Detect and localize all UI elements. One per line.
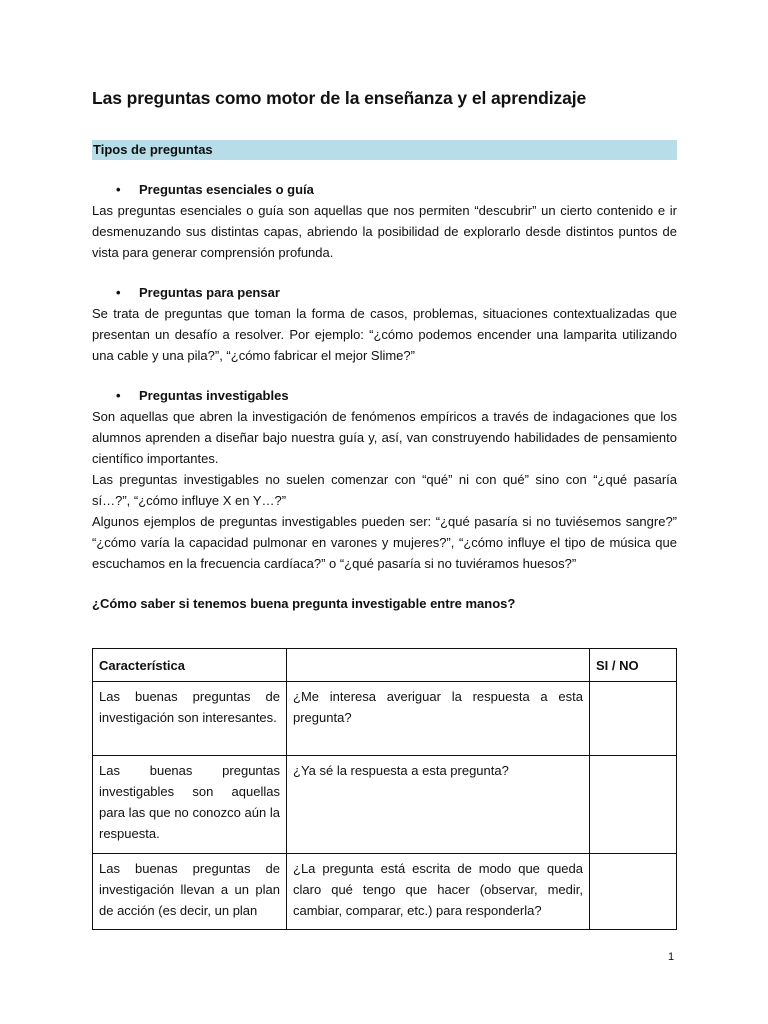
type-heading-think: • Preguntas para pensar <box>92 283 677 303</box>
cell-question: ¿Me interesa averiguar la respuesta a esta pregunta? <box>287 682 590 756</box>
cell-answer[interactable] <box>590 854 677 930</box>
paragraph-essential: Las preguntas esenciales o guía son aquellas que nos permiten “descubrir” un cierto contenido e ir desmenuzando sus distintas capas, abriendo la posibilidad de explorarlo desde distintos puntos de vista para generar comprensión profunda. <box>92 203 677 260</box>
cell-characteristic: Las buenas preguntas de investigación llevan a un plan de acción (es decir, un plan <box>93 854 287 930</box>
paragraph-investigable-1: Son aquellas que abren la investigación de fenómenos empíricos a través de indagaciones que los alumnos aprenden a diseñar bajo nuestra guía y, así, van construyendo habilidades de pensamiento científico importantes. <box>92 409 677 466</box>
paragraph-investigable-2: Las preguntas investigables no suelen comenzar con “qué” ni con qué” sino con “¿qué pasaría sí…?”, “¿cómo influye X en Y…?” <box>92 472 677 508</box>
cell-answer[interactable] <box>590 682 677 756</box>
cell-characteristic: Las buenas preguntas investigables son aquellas para las que no conozco aún la respuesta. <box>93 756 287 854</box>
table-row <box>93 756 677 854</box>
question-heading: ¿Cómo saber si tenemos buena pregunta investigable entre manos? <box>92 596 516 611</box>
type-heading-essential: • Preguntas esenciales o guía <box>92 180 677 200</box>
paragraph-think: Se trata de preguntas que toman la forma de casos, problemas, situaciones contextualizadas que presentan un desafío a resolver. Por ejemplo: “¿cómo podemos encender una lamparita utilizando una cable y una pila?”, “¿cómo fabricar el mejor Slime?” <box>92 306 677 363</box>
cell-question: ¿Ya sé la respuesta a esta pregunta? <box>287 756 590 854</box>
table-row <box>93 854 677 930</box>
cell-characteristic: Las buenas preguntas de investigación son interesantes. <box>93 682 287 756</box>
header-caracteristica: Característica <box>93 649 287 682</box>
table-header-row <box>93 649 677 682</box>
type-heading-investigable: • Preguntas investigables <box>92 386 677 406</box>
page-number: 1 <box>668 951 675 963</box>
header-si-no: SI / NO <box>590 649 677 682</box>
checklist-table <box>92 648 677 930</box>
document-page <box>92 88 677 614</box>
page-title: Las preguntas como motor de la enseñanza y el aprendizaje <box>92 88 587 108</box>
header-question <box>287 649 590 682</box>
table-row <box>93 682 677 756</box>
paragraph-investigable-3: Algunos ejemplos de preguntas investigables pueden ser: “¿qué pasaría si no tuviésemos sangre?” “¿cómo varía la capacidad pulmonar en varones y mujeres?”, “¿cómo influye el tipo de música que escuchamos en la frecuencia cardíaca?” o “¿qué pasaría si no tuviéramos huesos?” <box>92 514 677 571</box>
section-heading: Tipos de preguntas <box>92 140 677 160</box>
cell-question: ¿La pregunta está escrita de modo que queda claro qué tengo que hacer (observar, medir, cambiar, comparar, etc.) para responderla? <box>287 854 590 930</box>
cell-answer[interactable] <box>590 756 677 854</box>
